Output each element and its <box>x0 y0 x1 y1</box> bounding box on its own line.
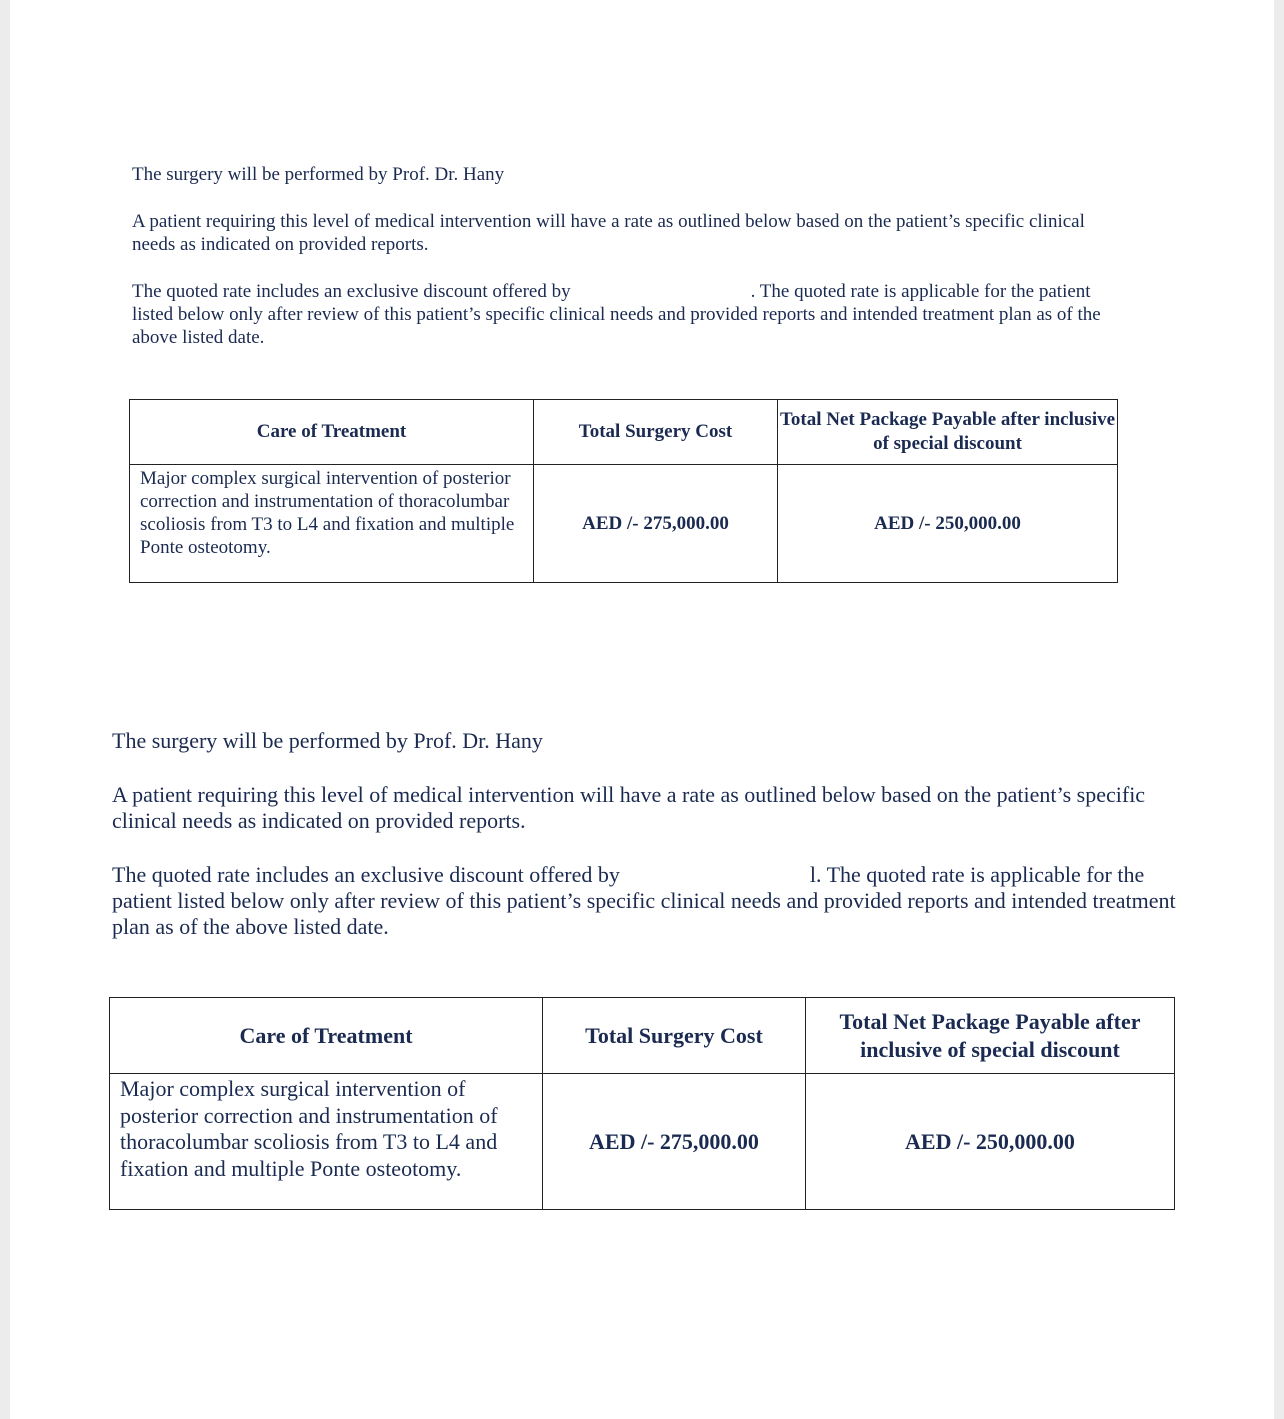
net-payable-cell: AED /- 250,000.00 <box>778 465 1118 583</box>
discount-paragraph <box>112 862 1192 940</box>
quote-section-1 <box>132 163 1122 349</box>
rates-table-2 <box>109 997 1175 1210</box>
header-care-of-treatment: Care of Treatment <box>110 998 543 1074</box>
discount-paragraph <box>132 280 1122 349</box>
header-total-surgery-cost: Total Surgery Cost <box>534 400 778 465</box>
header-total-surgery-cost: Total Surgery Cost <box>543 998 806 1074</box>
discount-paragraph-part2: . The quoted rate is applicable for the patient listed below only after review of this patient’s specific clinical needs and provided reports and intended treatment plan as of the above listed date. <box>132 281 1101 348</box>
discount-paragraph-part1: The quoted rate includes an exclusive discount offered by <box>112 862 620 887</box>
discount-paragraph-part2: l. The quoted rate is applicable for the patient listed below only after review of this patient’s specific clinical needs and provided reports and intended treatment plan as of the above listed date. <box>112 862 1176 939</box>
header-net-package-payable: Total Net Package Payable after inclusive of special discount <box>806 998 1175 1074</box>
rates-table-1 <box>129 399 1118 583</box>
care-description-cell: Major complex surgical intervention of posterior correction and instrumentation of thoracolumbar scoliosis from T3 to L4 and fixation and multiple Ponte osteotomy. <box>130 465 534 583</box>
header-net-package-payable: Total Net Package Payable after inclusive of special discount <box>778 400 1118 465</box>
performer-line: The surgery will be performed by Prof. Dr. Hany <box>112 728 543 753</box>
table-row <box>130 465 1118 583</box>
discount-paragraph-part1: The quoted rate includes an exclusive discount offered by <box>132 281 571 302</box>
table-header-row <box>110 998 1175 1074</box>
net-payable-cell: AED /- 250,000.00 <box>806 1074 1175 1210</box>
total-cost-cell: AED /- 275,000.00 <box>534 465 778 583</box>
total-cost-cell: AED /- 275,000.00 <box>543 1074 806 1210</box>
care-description-cell: Major complex surgical intervention of posterior correction and instrumentation of thoracolumbar scoliosis from T3 to L4 and fixation and multiple Ponte osteotomy. <box>110 1074 543 1210</box>
table-row <box>110 1074 1175 1210</box>
document-page <box>10 0 1274 1419</box>
header-care-of-treatment: Care of Treatment <box>130 400 534 465</box>
performer-line: The surgery will be performed by Prof. Dr. Hany <box>132 164 505 185</box>
rate-paragraph: A patient requiring this level of medical intervention will have a rate as outlined below based on the patient’s specific clinical needs as indicated on provided reports. <box>112 782 1146 833</box>
quote-section-2 <box>112 728 1192 940</box>
rate-paragraph: A patient requiring this level of medical intervention will have a rate as outlined below based on the patient’s specific clinical needs as indicated on provided reports. <box>132 211 1085 255</box>
table-header-row <box>130 400 1118 465</box>
